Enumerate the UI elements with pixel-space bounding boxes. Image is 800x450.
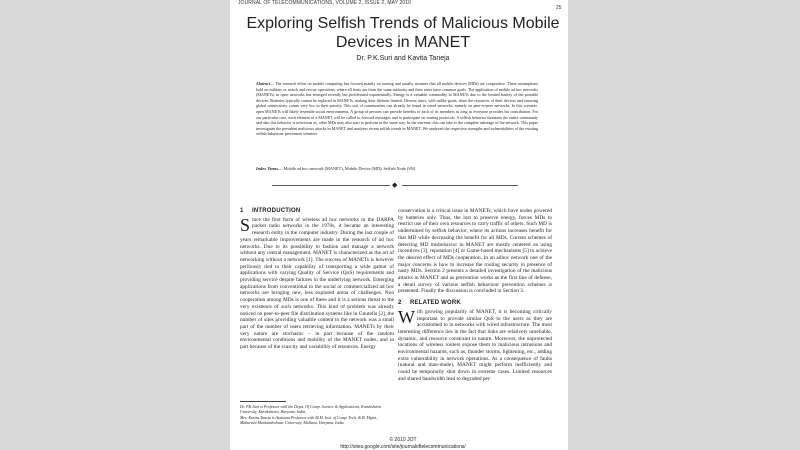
index-terms-text: — Mobile ad hoc network (MANET), Mobile Device (MD), Selfish Node (SN) bbox=[278, 166, 416, 171]
title-line-2: Devices in MANET bbox=[335, 34, 471, 51]
left-margin-shade bbox=[0, 0, 230, 450]
section-title: RELATED WORK bbox=[410, 300, 461, 307]
footnotes bbox=[240, 404, 394, 426]
section-heading-related-work bbox=[398, 300, 552, 307]
divider-left bbox=[272, 185, 390, 186]
section-title: INTRODUCTION bbox=[252, 208, 301, 214]
index-terms bbox=[256, 166, 546, 171]
abstract-label: Abstract bbox=[256, 81, 270, 86]
related-text: ith growing popularity of MANET, it is becoming critically important to provide similar QoS to the users as they are accustomed to in networks with wired infrastructure. The most interesting difference lies in the fact that links are relatively unreliable, dynamic, and resource constraint in nature. Moreover, the unprotected locations of wireless routers expose them to malicious intrusions and environmental hazards, such as, thunder storms, lightening, etc., adding extra vulnerability in network operations. As a consequence of faults (natural and man-made), MANET might perform inefficiently and could be temporarily shut down in extreme cases. Limited resources and shared bandwidth lead to degraded per- bbox=[398, 308, 552, 382]
journal-url: http://sites.google.com/site/journaloftelecommunications/ bbox=[340, 444, 466, 450]
intro-text-left: ince the first form of wireless ad hoc networks in the DARPA packet radio networks in the 1970s, it became an interesting research entity in the computer industry. During the last couple of years remarkable improvements are made in the research of ad hoc networks. Due to its possibility to fashion and manage a network without any central management, MANET is characterized as the art of networking without a network [1]. The success of MANETs is however perilously tied to their capability of transporting a wide gamut of applications with varying Quality of Service (QoS) requirements and providing service despite failures in the underlying network. Emerging applications from conventional to the social or commercialized ad hoc networks are bringing new, less explored arena of challenges. Non cooperation among MDs is one of these and it is a serious threat to the very existence of such networks. This kind of problem was already noticed on peer-to-peer file distribution systems like in Gnutella [2], the number of sites providing valuable content to the network was a small part of the number of users retrieving information. MANETs by their very nature are stochastic – in part because of the random environmental conditions and mobility of the MANET nodes, and in part because of the scarcity and variability of resources. Energy bbox=[240, 216, 394, 351]
abstract bbox=[256, 81, 538, 137]
section-heading-introduction bbox=[240, 208, 394, 215]
section-number: 2 bbox=[398, 300, 402, 307]
paper-authors: Dr. P.K.Suri and Kavita Taneja bbox=[356, 55, 450, 62]
intro-dropcap: S bbox=[240, 214, 251, 235]
footnote-1: Dr. P.K.Suri is Professor with the Deptt. Of Comp. Science & Applications, Kurukshetra University, Kurukshetra, Haryana, India. bbox=[240, 404, 382, 414]
related-paragraph bbox=[398, 306, 552, 383]
divider-diamond-icon: ◆ bbox=[392, 181, 398, 189]
column-right bbox=[398, 208, 552, 383]
abstract-text: — The research effort on mobile computing has focused mainly on routing and usually assumes that all mobile devices (MDs) are cooperative. These assumptions hold on military or search and rescue operations, where all hosts are from the same authority and their users have common goals. The application of mobile ad hoc networks (MANETs) as open networks has emerged recently but proliferated exponentially. Energy is a valuable commodity in MANETs due to the limited battery of the portable devices. Batteries typically cannot be replaced in MANETs, making their lifetime limited. Diverse users, with unlike goals, share the resources of their devices and ensuring global connectivity comes very low in their priority. This sort of communities can already be found in wired networks, namely on peer-to-peer networks. In this scenario, open MANETs will likely resemble social environments. A group of persons can provide benefits to each of its members as long as everyone provides his contribution. For our particular case, each element of a MANET will be called to forward messages and to participate on routing protocols. A selfish behavior threatens the entire community and also this behavior is infectious as, other MDs may also start to perform in the same way. In the extreme, this can take to the complete sabotage of the network. This paper investigates the prevalent malicious attacks in MANET and analyzes recent selfish trends in MANET. We analyzed the respective strengths and vulnerabilities of the existing selfish behaviour prevention schemes. bbox=[256, 81, 538, 137]
footnote-2: Mrs. Kavita Taneja is Assistant Professor with M.M. Inst. of Comp. Tech. & B. Mgmt., Maharishi Markandeshwar University, Mullana, Haryana, India. bbox=[240, 415, 378, 425]
divider-right bbox=[402, 185, 518, 186]
footnote-rule bbox=[240, 401, 286, 402]
paper-title bbox=[238, 14, 568, 52]
related-dropcap: W bbox=[398, 306, 415, 327]
column-left bbox=[240, 208, 394, 351]
title-line-1: Exploring Selfish Trends of Malicious Mobile bbox=[246, 15, 560, 32]
copyright: © 2010 JOT bbox=[389, 437, 417, 443]
index-terms-label: Index Terms bbox=[256, 166, 279, 171]
page-number: 25 bbox=[556, 5, 562, 11]
intro-continued-paragraph: conservation is a critical issue in MANETs, which have nodes powered by batteries only. Thus, the lust to preserve energy, forces MDs to restrict use of their own resources to carry traffic of others. Such MD is undermined by selfish behavior, where its actions increases benefit for that MD while decreasing the benefit for all MDs. Current schemes of detecting MD misbehavior in MANET are mostly centered on using incentives [3], reputation [4] or Game-based mechanisms [5] to achieve the desired effect of MDs cooperation. In an adhoc network one of the major concerns is how to increase the routing security in presence of nasty MDs. Section 2 presents a detailed investigation of the malicious attacks in MANET and as prevention works as the first line of defense, a detail survey of various selfish behaviour prevention schemes is presented. Finally the discussion is concluded in Section 3. bbox=[398, 208, 552, 295]
journal-header: JOURNAL OF TELECOMMUNICATIONS, VOLUME 2, ISSUE 2, MAY 2010 bbox=[238, 0, 412, 6]
section-number: 1 bbox=[240, 208, 244, 214]
right-margin-shade bbox=[568, 0, 800, 450]
intro-paragraph bbox=[240, 214, 394, 351]
